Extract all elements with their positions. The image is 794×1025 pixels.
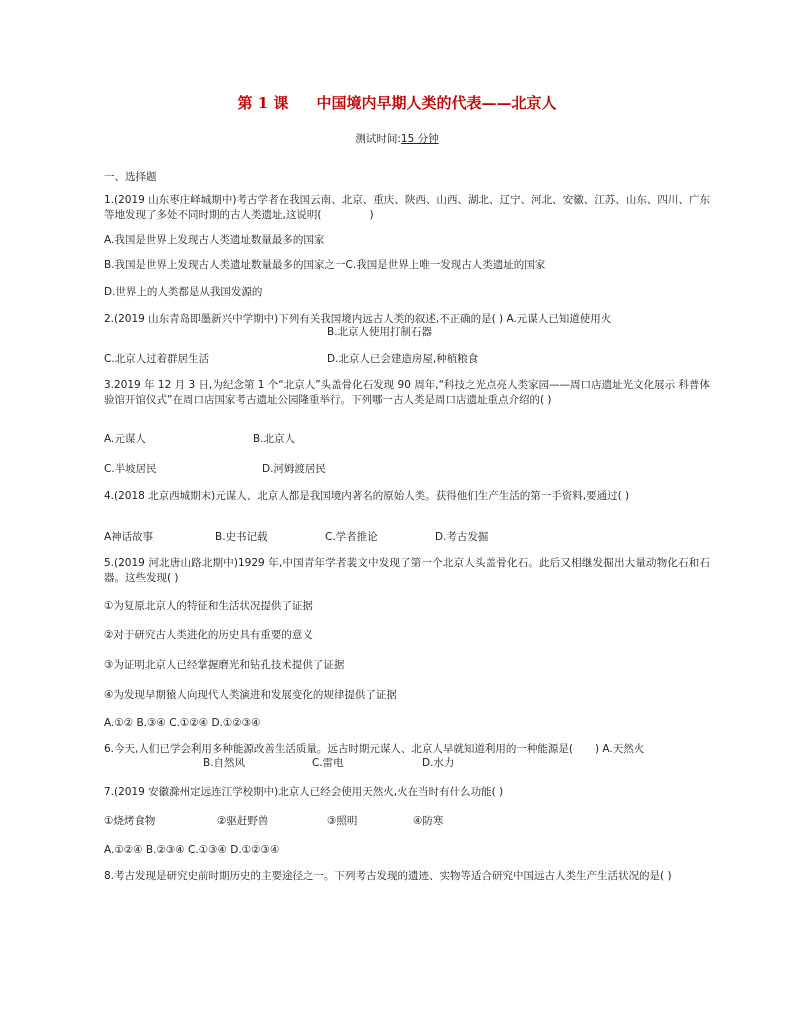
question-1-option-b-c: B.我国是世界上发现古人类遗址数量最多的国家之一C.我国是世界上唯一发现古人类遗址的国家 xyxy=(104,259,546,271)
question-5-statement-4: ④为发现早期猿人向现代人类演进和发展变化的规律提供了证据 xyxy=(104,689,397,701)
question-5-statement-2: ②对于研究古人类进化的历史具有重要的意义 xyxy=(104,629,313,641)
question-6-option-c: C.雷电 xyxy=(312,757,344,769)
question-3-option-c: C.半坡居民 xyxy=(104,463,157,475)
test-time xyxy=(0,131,794,146)
question-7-stem: 7.(2019 安徽滁州定远连江学校期中)北京人已经会使用天然火,火在当时有什么功能( ) xyxy=(104,786,504,798)
question-4-option-a: A神话故事 xyxy=(104,531,154,543)
question-5-statement-1: ①为复原北京人的特征和生活状况提供了证据 xyxy=(104,600,313,612)
lesson-title: 中国境内早期人类的代表——北京人 xyxy=(316,94,557,112)
test-time-label: 测试时间: xyxy=(355,133,401,145)
question-7-statement-4: ④防寒 xyxy=(413,815,444,827)
question-7-statement-2: ②驱赶野兽 xyxy=(217,815,269,827)
question-1-option-a: A.我国是世界上发现古人类遗址数量最多的国家 xyxy=(104,234,325,246)
question-6-option-b: B.自然风 xyxy=(203,757,246,769)
question-4-stem: 4.(2018 北京西城期末)元谋人、北京人都是我国境内著名的原始人类。获得他们生产生活的第一手资料,要通过( ) xyxy=(104,490,630,502)
question-2-option-b: B.北京人使用打制石器 xyxy=(327,326,433,338)
question-5-statement-3: ③为证明北京人已经掌握磨光和钻孔技术提供了证据 xyxy=(104,659,345,671)
question-6-option-d: D.水力 xyxy=(422,757,455,769)
question-3-option-b: B.北京人 xyxy=(253,433,296,445)
section-heading: 一、选择题 xyxy=(104,171,157,183)
question-7-options: A.①②④ B.②③④ C.①③④ D.①②③④ xyxy=(104,844,280,856)
question-2-stem: 2.(2019 山东青岛即墨新兴中学期中)下列有关我国境内远古人类的叙述,不正确的是( ) A.元谋人已知道使用火 xyxy=(104,313,612,325)
question-6-text: 6.今天,人们已学会利用多种能源改善生活质量。远古时期元谋人、北京人早就知道利用的一种能源是( xyxy=(104,743,573,755)
lesson-number: 第 1 课 xyxy=(237,94,289,112)
question-3-option-a: A.元谋人 xyxy=(104,433,146,445)
question-7-statement-1: ①烧烤食物 xyxy=(104,815,156,827)
question-3-option-d: D.河姆渡居民 xyxy=(262,463,326,475)
question-6-option-a: ) A.天然火 xyxy=(594,743,645,755)
question-3-stem: 3.2019 年 12 月 3 日,为纪念第 1 个“北京人”头盖骨化石发现 90 周年,“科技之光点亮人类家园——周口店遗址光文化展示 科普体验馆开馆仪式”在周口店国家考古遗址公园隆重举行。下列哪一古人类是周口店遗址重点介绍的( ) xyxy=(104,379,710,406)
question-1-paren: ) xyxy=(369,209,374,221)
question-1-option-d: D.世界上的人类都是从我国发源的 xyxy=(104,286,263,298)
question-4-option-c: C.学者推论 xyxy=(325,531,378,543)
test-time-value: 15 分钟 xyxy=(400,133,439,145)
question-5-stem: 5.(2019 河北唐山路北期中)1929 年,中国青年学者裴文中发现了第一个北京人头盖骨化石。此后又相继发掘出大量动物化石和石器。这些发现( ) xyxy=(104,557,710,584)
question-2-option-c: C.北京人过着群居生活 xyxy=(104,353,210,365)
question-5-options: A.①② B.③④ C.①②④ D.①②③④ xyxy=(104,717,261,729)
question-1-stem xyxy=(104,193,710,223)
page-title xyxy=(0,92,794,113)
question-1-text: 1.(2019 山东枣庄峄城期中)考古学者在我国云南、北京、重庆、陕西、山西、湖北、辽宁、河北、安徽、江苏、山东、四川、广东等地发现了多处不同时期的古人类遗址,这说明( xyxy=(104,194,710,221)
question-2-option-d: D.北京人已会建造房屋,种植粮食 xyxy=(327,353,479,365)
question-4-option-b: B.史书记载 xyxy=(215,531,268,543)
question-8-stem: 8.考古发现是研究史前时期历史的主要途径之一。下列考古发现的遗迹、实物等适合研究中国远古人类生产生活状况的是( ) xyxy=(104,870,672,882)
question-4-option-d: D.考古发掘 xyxy=(435,531,489,543)
question-6-stem xyxy=(104,742,710,757)
question-7-statement-3: ③照明 xyxy=(327,815,358,827)
